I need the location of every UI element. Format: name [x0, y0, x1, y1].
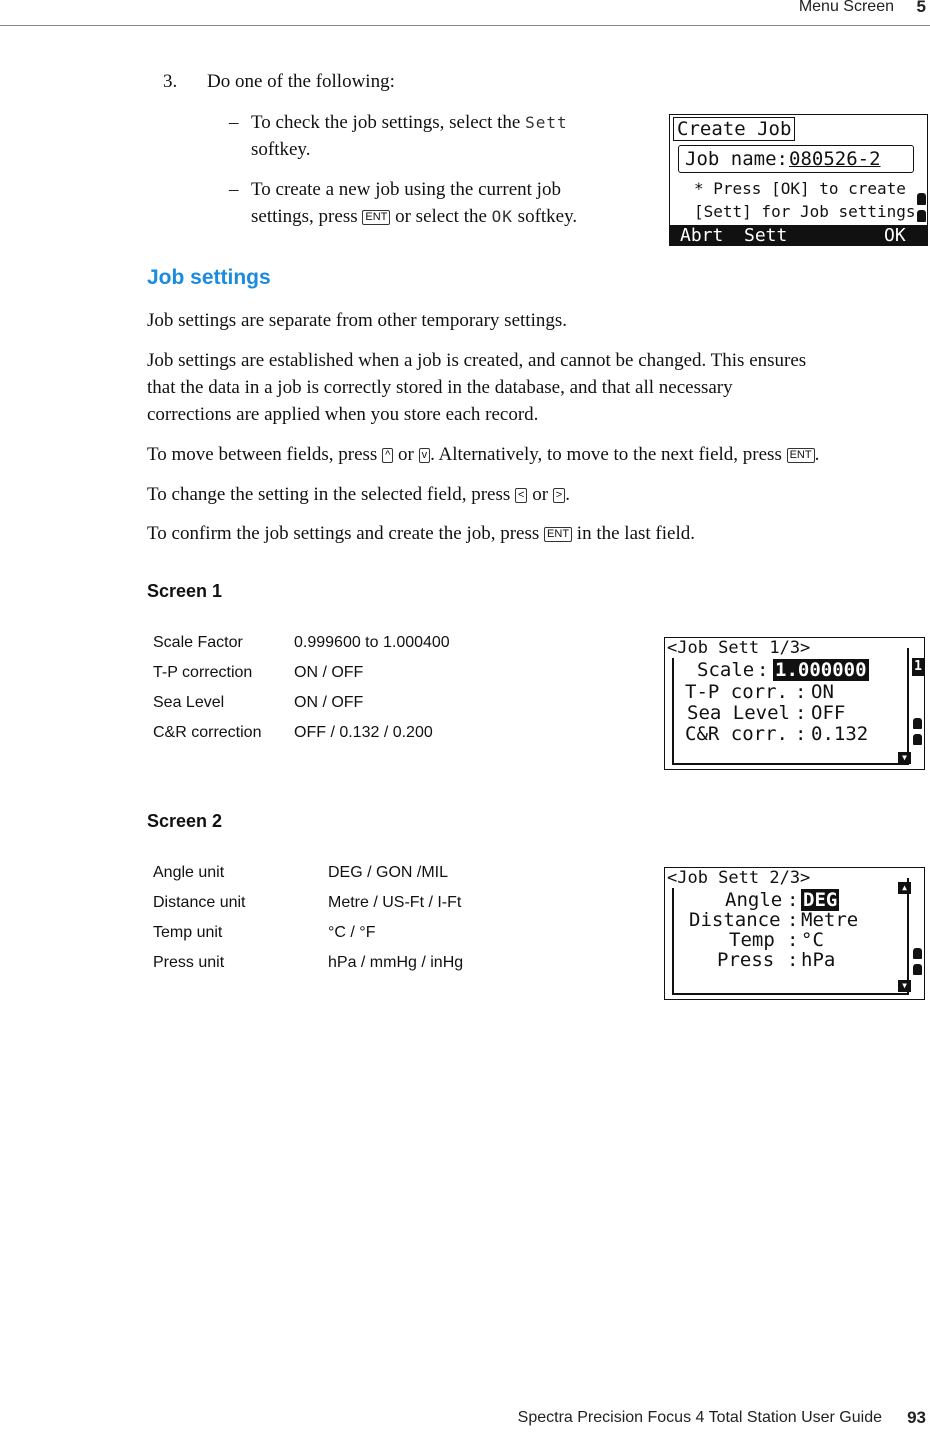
list-dash: – [229, 179, 239, 200]
display-value: 0.132 [811, 723, 869, 745]
running-header [0, 0, 930, 26]
display-label: Angle [725, 889, 783, 911]
setting-name: Scale Factor [153, 634, 243, 651]
screen1-heading: Screen 1 [147, 581, 223, 601]
scroll-up-icon: ▲ [898, 882, 911, 894]
paragraph-text: To confirm the job settings and create the job, press [147, 523, 545, 544]
paragraph [147, 347, 930, 428]
display-hint-line1: * Press [OK] to create [694, 179, 906, 198]
section-heading: Job settings [147, 266, 271, 289]
lock-icon [913, 948, 922, 959]
screen2-heading: Screen 2 [147, 811, 223, 831]
setting-value: hPa / mmHg / inHg [328, 954, 464, 971]
paragraph-text: . Alternatively, to move to the next field, press [430, 444, 787, 465]
footer-guide-title: Spectra Precision Focus 4 Total Station User Guide [517, 1409, 882, 1426]
scale-value-selected[interactable]: 1.000000 [775, 659, 867, 681]
display-label: Press [717, 949, 775, 971]
list-dash: – [229, 112, 239, 133]
paragraph-text: . [814, 444, 820, 465]
display-colon: : [787, 949, 799, 971]
lock-icon [917, 210, 926, 222]
setting-name: Angle unit [153, 864, 225, 881]
step-number: 3. [163, 71, 178, 92]
display-label: Temp [729, 929, 775, 951]
page-indicator-icon: 1 [912, 658, 924, 676]
display-value: OFF [811, 702, 846, 724]
setting-name: Distance unit [153, 894, 246, 911]
lock-icon [917, 193, 926, 205]
job-name-value: 080526-2 [789, 148, 881, 170]
display-value: °C [801, 929, 824, 951]
list-item-text: To create a new job using the current job [251, 179, 561, 200]
setting-name: C&R correction [153, 724, 262, 741]
softkey-bar [670, 225, 927, 246]
display-colon: : [795, 702, 807, 724]
paragraph-text: or [527, 484, 553, 505]
lock-icon [913, 964, 922, 975]
paragraph-line: Job settings are established when a job is created, and cannot be changed. This ensures [147, 350, 807, 371]
display-value: ON [811, 681, 834, 703]
display-label: Sea Level [687, 702, 790, 724]
setting-value: Metre / US-Ft / I-Ft [328, 894, 462, 911]
left-key-icon: < [515, 488, 527, 503]
setting-name: Temp unit [153, 924, 223, 941]
list-item-text: softkey. [512, 206, 578, 227]
create-job-display [669, 114, 928, 246]
ent-key-icon: ENT [544, 527, 572, 542]
display-title: <Job Sett 1/3> [667, 638, 811, 658]
paragraph-line: corrections are applied when you store each record. [147, 404, 539, 425]
header-section-title: Menu Screen [798, 0, 894, 15]
setting-value: OFF / 0.132 / 0.200 [294, 724, 433, 741]
display-value: Metre [801, 909, 859, 931]
list-item-check-settings [251, 109, 651, 163]
paragraph-text: To move between fields, press [147, 444, 383, 465]
ent-key-icon: ENT [362, 210, 390, 225]
list-item-text: settings, press [251, 206, 363, 227]
ent-key-icon: ENT [787, 448, 815, 463]
scroll-down-icon: ▼ [898, 980, 911, 992]
setting-name: Press unit [153, 954, 225, 971]
paragraph [147, 441, 819, 468]
up-key-icon: ^ [382, 448, 393, 463]
display-label: Distance [689, 909, 781, 931]
setting-value: ON / OFF [294, 664, 364, 681]
display-colon: : [795, 723, 807, 745]
paragraph [147, 520, 695, 547]
display-label: C&R corr. [685, 723, 788, 745]
display-title: Create Job [673, 117, 795, 141]
display-hint-line2: [Sett] for Job settings [694, 202, 916, 221]
setting-value: ON / OFF [294, 694, 364, 711]
lock-icon [913, 718, 922, 729]
paragraph-text: or [393, 444, 419, 465]
display-label: Scale [697, 659, 755, 681]
job-name-field [678, 145, 914, 173]
sett-softkey[interactable]: Sett [744, 225, 788, 246]
display-colon: : [787, 889, 799, 911]
display-colon: : [757, 659, 769, 681]
list-item-text: or select the [390, 206, 492, 227]
display-colon: : [787, 909, 799, 931]
setting-name: Sea Level [153, 694, 225, 711]
paragraph: Job settings are separate from other temporary settings. [147, 310, 567, 331]
list-item-create-job [251, 176, 651, 230]
down-key-icon: v [419, 448, 431, 463]
step-text: Do one of the following: [207, 71, 395, 92]
display-colon: : [787, 929, 799, 951]
job-name-label: Job name: [685, 148, 788, 170]
display-label: T-P corr. [685, 681, 788, 703]
abrt-softkey[interactable]: Abrt [680, 225, 724, 246]
setting-value: 0.999600 to 1.000400 [294, 634, 450, 651]
sett-softkey-label: Sett [525, 113, 568, 132]
display-value: hPa [801, 949, 836, 971]
paragraph-text: . [565, 484, 570, 505]
angle-value-selected[interactable]: DEG [803, 889, 838, 911]
paragraph-text: in the last field. [572, 523, 695, 544]
job-sett-screen2-display [664, 867, 925, 1000]
paragraph [147, 481, 570, 508]
setting-name: T-P correction [153, 664, 253, 681]
scroll-down-icon: ▼ [898, 752, 911, 764]
paragraph-line: that the data in a job is correctly stored in the database, and that all necessary [147, 377, 733, 398]
right-key-icon: > [553, 488, 565, 503]
paragraph-text: To change the setting in the selected field, press [147, 484, 515, 505]
ok-softkey-label: OK [491, 207, 513, 226]
lock-icon [913, 734, 922, 745]
display-colon: : [795, 681, 807, 703]
setting-value: °C / °F [328, 924, 376, 941]
ok-softkey[interactable]: OK [884, 225, 906, 246]
header-chapter-number: 5 [916, 0, 926, 16]
job-sett-screen1-display [664, 637, 925, 770]
footer-page-number: 93 [907, 1408, 926, 1427]
list-item-text: softkey. [251, 139, 311, 160]
list-item-text: To check the job settings, select the [251, 112, 526, 133]
setting-value: DEG / GON /MIL [328, 864, 449, 881]
display-title: <Job Sett 2/3> [667, 868, 811, 888]
